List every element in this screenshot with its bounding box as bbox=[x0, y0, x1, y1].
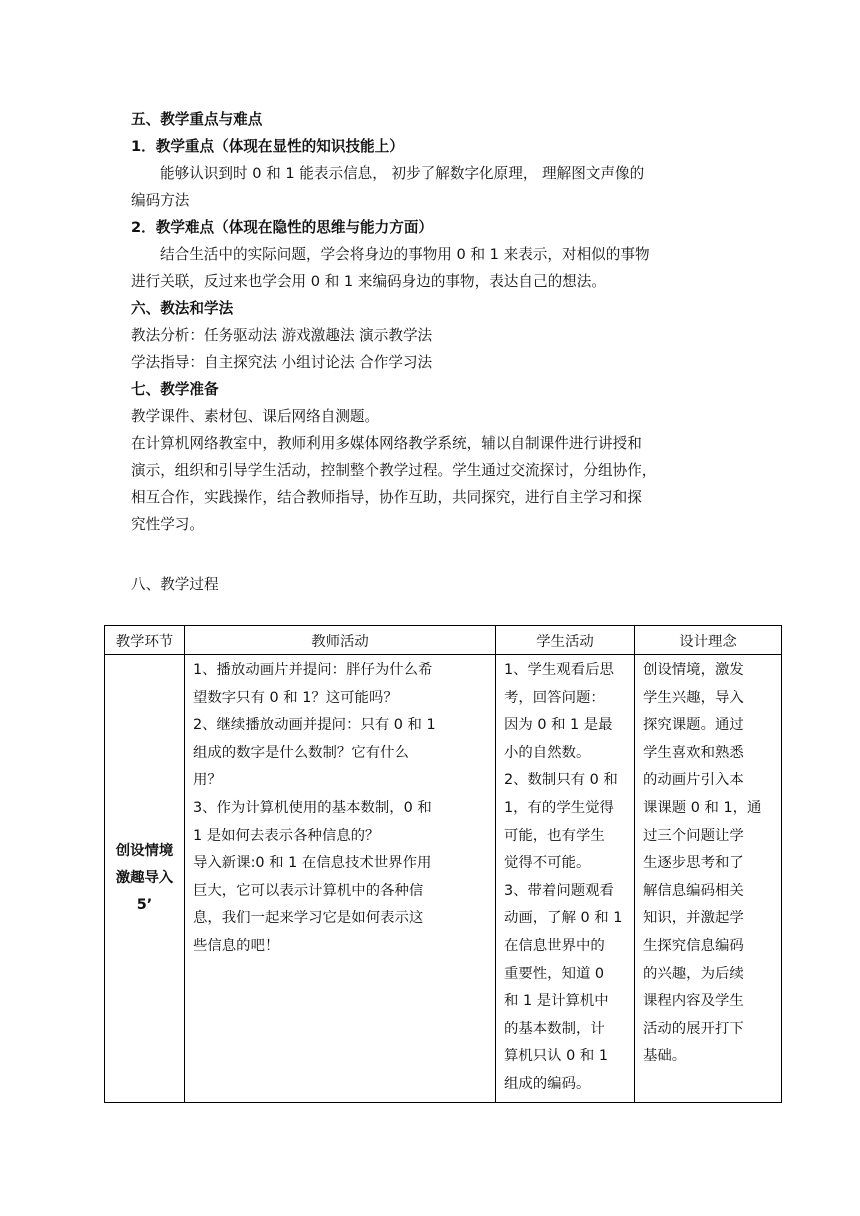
table-header-row bbox=[105, 626, 782, 655]
difficulties-line-2: 进行关联，反过来也学会用 0 和 1 来编码身边的事物，表达自己的想法。 bbox=[131, 273, 606, 290]
section-5-heading: 五、教学重点与难点 bbox=[131, 111, 263, 128]
stage-time: 5’ bbox=[136, 896, 153, 913]
section-7-heading: 七、教学准备 bbox=[131, 381, 219, 398]
concept-line: 过三个问题让学 bbox=[643, 827, 744, 844]
concept-line: 课课题 0 和 1，通 bbox=[643, 799, 762, 816]
prep-line-3: 演示，组织和引导学生活动，控制整个教学过程。学生通过交流探讨，分组协作， bbox=[131, 462, 657, 479]
header-student-activity: 学生活动 bbox=[496, 626, 635, 655]
teaching-process-table bbox=[104, 625, 782, 1103]
student-line: 可能，也有学生 bbox=[504, 827, 605, 844]
concept-line: 的动画片引入本 bbox=[643, 772, 744, 789]
teacher-line: 2、继续播放动画并提问：只有 0 和 1 bbox=[193, 717, 436, 734]
student-line: 在信息世界中的 bbox=[504, 937, 605, 954]
student-line: 和 1 是计算机中 bbox=[504, 993, 609, 1010]
concept-line: 生探究信息编码 bbox=[643, 937, 744, 954]
student-line: 重要性，知道 0 bbox=[504, 965, 605, 982]
concept-line: 学生兴趣，导入 bbox=[643, 689, 744, 706]
student-line: 组成的编码。 bbox=[504, 1075, 591, 1092]
key-points-line-1: 能够认识到时 0 和 1 能表示信息， 初步了解数字化原理， 理解图文声像的 bbox=[160, 165, 645, 182]
section-8-heading: 八、教学过程 bbox=[131, 576, 219, 593]
prep-line-2: 在计算机网络教室中，教师利用多媒体网络教学系统，辅以自制课件进行讲授和 bbox=[131, 435, 642, 452]
student-line: 3、带着问题观看 bbox=[504, 882, 614, 899]
teacher-line: 1、播放动画片并提问：胖仔为什么希 bbox=[193, 662, 433, 678]
concept-line: 创设情境，激发 bbox=[643, 662, 744, 678]
teacher-line: 巨大，它可以表示计算机中的各种信 bbox=[193, 882, 424, 899]
student-line: 觉得不可能。 bbox=[504, 855, 591, 872]
teacher-line: 息，我们一起来学习它是如何表示这 bbox=[193, 910, 424, 927]
stage-line: 激趣导入 bbox=[115, 869, 174, 886]
header-teacher-activity: 教师活动 bbox=[185, 626, 496, 655]
student-line: 1、学生观看后思 bbox=[504, 662, 614, 678]
concept-line: 学生喜欢和熟悉 bbox=[643, 744, 744, 761]
student-line: 的基本数制，计 bbox=[504, 1020, 605, 1037]
design-concept-cell bbox=[635, 655, 782, 1103]
difficulties-heading: 2．教学难点（体现在隐性的思维与能力方面） bbox=[131, 219, 434, 236]
teacher-activity-cell bbox=[185, 655, 496, 1103]
key-points-heading: 1．教学重点（体现在显性的知识技能上） bbox=[131, 138, 404, 155]
concept-line: 知识，并激起学 bbox=[643, 910, 744, 927]
table-row bbox=[105, 655, 782, 1103]
learning-method: 学法指导：自主探究法 小组讨论法 合作学习法 bbox=[131, 354, 433, 371]
teacher-line: 导入新课:0 和 1 在信息技术世界作用 bbox=[193, 855, 432, 872]
concept-line: 生逐步思考和了 bbox=[643, 855, 744, 872]
student-line: 因为 0 和 1 是最 bbox=[504, 717, 613, 734]
teacher-line: 3、作为计算机使用的基本数制，0 和 bbox=[193, 799, 432, 816]
student-line: 2、数制只有 0 和 bbox=[504, 772, 618, 789]
student-line: 算机只认 0 和 1 bbox=[504, 1048, 608, 1065]
prep-line-4: 相互合作，实践操作，结合教师指导，协作互助，共同探究，进行自主学习和探 bbox=[131, 489, 642, 506]
student-line: 1，有的学生觉得 bbox=[504, 799, 614, 816]
student-line: 动画，了解 0 和 1 bbox=[504, 910, 623, 927]
stage-line: 创设情境 bbox=[115, 842, 174, 859]
prep-line-5: 究性学习。 bbox=[131, 516, 204, 533]
prep-line-1: 教学课件、素材包、课后网络自测题。 bbox=[131, 408, 380, 425]
concept-line: 基础。 bbox=[643, 1048, 687, 1065]
concept-line: 活动的展开打下 bbox=[643, 1020, 744, 1037]
teaching-method: 教法分析：任务驱动法 游戏激趣法 演示教学法 bbox=[131, 327, 433, 344]
teacher-line: 用？ bbox=[193, 772, 222, 789]
teacher-line: 组成的数字是什么数制？它有什么 bbox=[193, 744, 409, 761]
concept-line: 解信息编码相关 bbox=[643, 882, 744, 899]
concept-line: 的兴趣，为后续 bbox=[643, 965, 744, 982]
student-line: 小的自然数。 bbox=[504, 744, 591, 761]
document-body bbox=[131, 106, 731, 598]
difficulties-line-1: 结合生活中的实际问题，学会将身边的事物用 0 和 1 来表示，对相似的事物 bbox=[160, 246, 650, 263]
teacher-line: 1 是如何去表示各种信息的？ bbox=[193, 827, 380, 844]
header-design-concept: 设计理念 bbox=[635, 626, 782, 655]
student-activity-cell bbox=[496, 655, 635, 1103]
section-6-heading: 六、教法和学法 bbox=[131, 300, 234, 317]
header-stage: 教学环节 bbox=[105, 626, 185, 655]
teacher-line: 些信息的吧！ bbox=[193, 937, 280, 954]
student-line: 考，回答问题： bbox=[504, 689, 605, 706]
concept-line: 探究课题。通过 bbox=[643, 717, 744, 734]
key-points-line-2: 编码方法 bbox=[131, 192, 190, 209]
concept-line: 课程内容及学生 bbox=[643, 993, 744, 1010]
stage-cell bbox=[105, 655, 185, 1103]
teacher-line: 望数字只有 0 和 1？这可能吗？ bbox=[193, 689, 398, 706]
